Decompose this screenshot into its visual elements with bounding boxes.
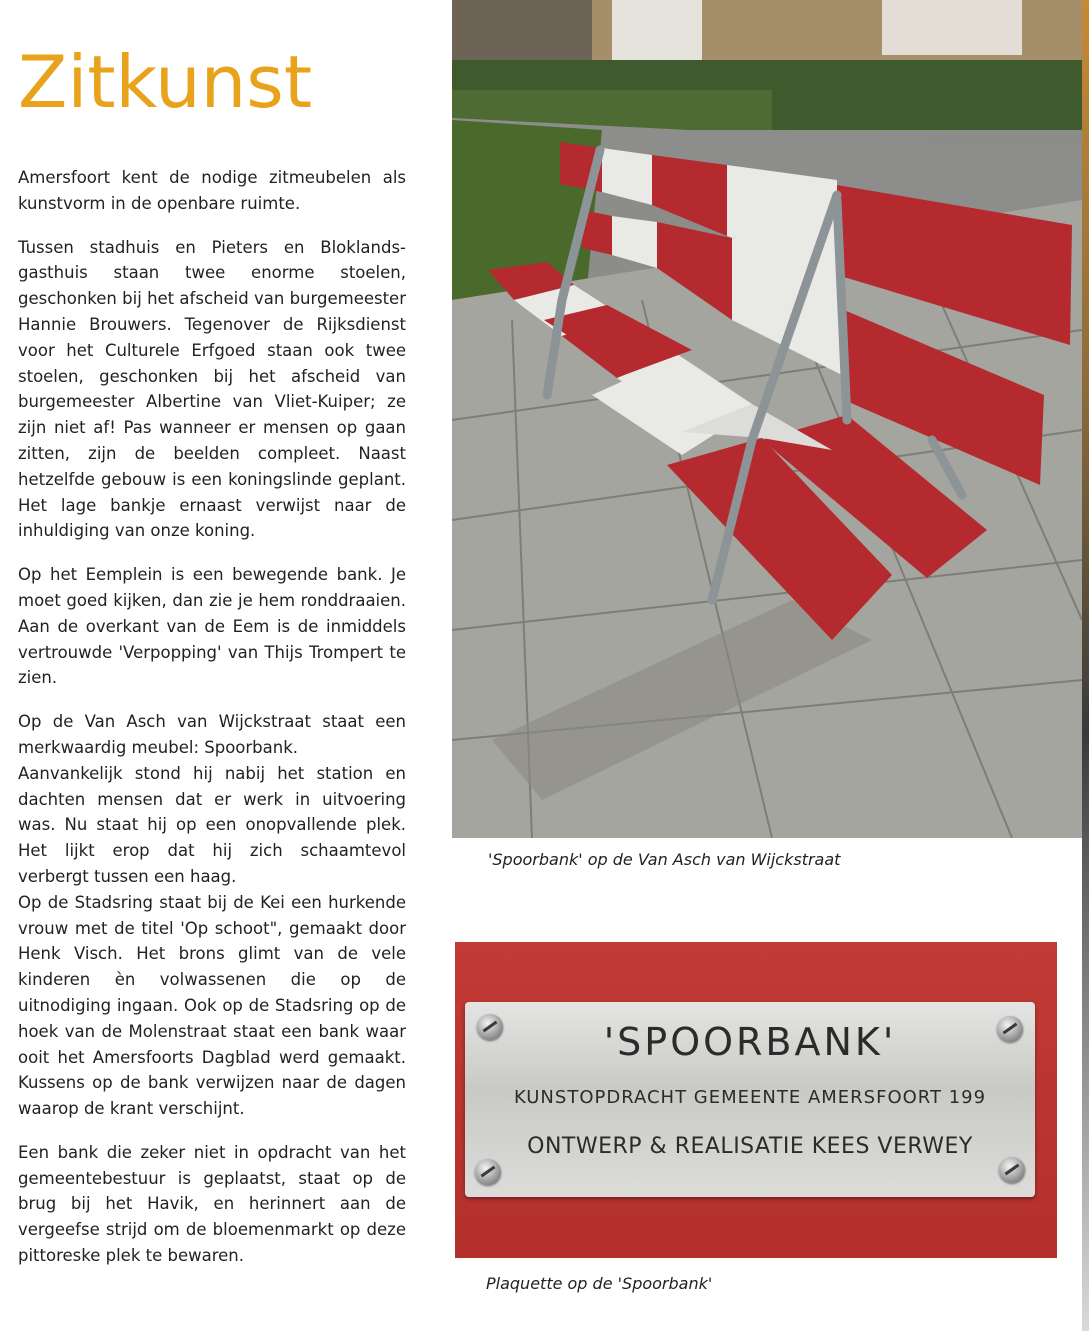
paragraph-intro: Amersfoort kent de nodige zitmeubelen als kunstvorm in de openbare ruimte. [18, 168, 406, 213]
plaque-caption: Plaquette op de 'Spoorbank' [486, 1274, 713, 1293]
bench-caption: 'Spoorbank' op de Van Asch van Wijckstraat [488, 850, 841, 869]
paragraph-eemplein: Op het Eemplein is een bewegende bank. Je moet goed kijken, dan zie je hem ronddraaien. Aan de overkant van de Eem is de inmiddels vertrouwde 'Verpopping' van Thijs Trompert te zien. [18, 565, 406, 688]
screw-icon [475, 1159, 501, 1185]
bench-photo [452, 0, 1082, 838]
plaque-photo [455, 942, 1057, 1258]
paragraph-spoorbank: Op de Van Asch van Wijckstraat staat een merkwaardig meubel: Spoorbank. [18, 712, 406, 757]
paragraph-havik: Een bank die zeker niet in opdracht van het gemeentebestuur is geplaatst, staat op de brug bij het Havik, en herinnert aan de vergeefse strijd om de bloemenmarkt op deze pittoreske plek te bewaren. [18, 1142, 406, 1266]
plaque-title: 'SPOORBANK' [603, 1020, 897, 1064]
plaque-designer: ONTWERP & REALISATIE KEES VERWEY [527, 1134, 973, 1159]
plaque-commission: KUNSTOPDRACHT GEMEENTE AMERSFOORT 199 [513, 1087, 987, 1108]
plaque-plate [465, 1002, 1035, 1197]
screw-icon [999, 1157, 1025, 1183]
bench-photo-illustration [452, 0, 1082, 838]
paragraph-station: Aanvankelijk stond hij nabij het station en dachten mensen dat er werk in uitvoering was. Nu staat hij op een onopvallende plek. Het lijkt erop dat hij zich schaamtevol verbergt tussen een haag. [18, 763, 406, 886]
article-body [18, 165, 406, 1287]
page-edge [1082, 0, 1089, 1331]
paragraph-stadsring: Op de Stadsring staat bij de Kei een hurkende vrouw met de titel 'Op schoot", gemaakt door Henk Visch. Het brons glimt van de vele kinderen èn volwassenen die op de uitnodiging ingaan. Ook op de Stadsring op de hoek van de Molenstraat staat een bank waar ooit het Amersfoorts Dagblad werd gemaakt. Kussens op de bank verwijzen naar de dagen waarop de krant verschijnt. [18, 892, 406, 1119]
paragraph-stoelen: Tussen stadhuis en Pieters en Bloklands-gasthuis staan twee enorme stoelen, geschonken bij het afscheid van burgemeester Hannie Brouwers. Tegenover de Rijksdienst voor het Culturele Erfgoed staan ook twee stoelen, geschonken bij het afscheid van burgemeester Albertine van Vliet-Kuiper; ze zijn niet af! Pas wanneer er mensen op gaan zitten, zijn de beelden compleet. Naast hetzelfde gebouw is een koningslinde geplant. Het lage bankje ernaast verwijst naar de inhuldiging van onze koning. [18, 237, 406, 541]
page-title: Zitkunst [18, 40, 313, 124]
